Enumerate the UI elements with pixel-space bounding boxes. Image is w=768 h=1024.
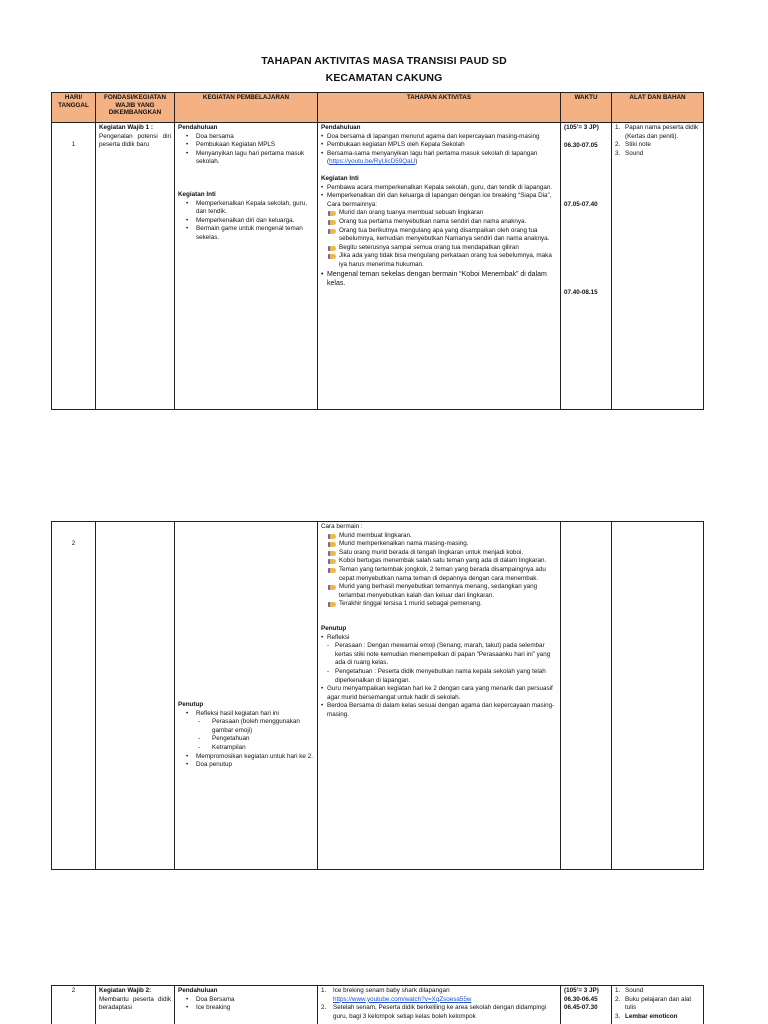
step-item: Murid membuat lingkaran.: [328, 532, 557, 541]
list-item: 1. Papan nama peserta didik (Kertas dan peniti).: [615, 124, 699, 140]
step-item: Jika ada yang tidak bisa mengulang perkataan orang tua sebelumnya, maka iya harus menerima hukuman.: [328, 252, 557, 269]
step-item: Orang tua berikutnya mengulang apa yang disampaikan oleh orang tua sebelumnya, kemudian menyebutkan Namanya sendiri dan nama anaknya.: [328, 227, 557, 244]
table-row: [52, 522, 704, 870]
list-item: 1. Ice breking senam baby shark dilapangan https://www.youtube.com/watch?v=XqZsoesa55w: [321, 987, 472, 1003]
list-item: - Pengetahuan: [198, 735, 314, 744]
waktu-cell: (105’= 3 JP) 06.30-06.45 06.45-07.30: [561, 986, 612, 1024]
list-item: • Bermain game untuk mengenal teman sekelas.: [186, 225, 314, 242]
list-item: • Mempromosikan kegiatan untuk hari ke 2.: [186, 753, 314, 762]
alat-cell: [612, 522, 704, 870]
list-item: • Berdoa Bersama di dalam kelas sesuai dengan agama dan kepercayaan masing-masing.: [321, 702, 557, 719]
document-subtitle: KECAMATAN CAKUNG: [325, 72, 443, 84]
day-cell: 2: [52, 522, 96, 870]
page-1: [0, 0, 768, 420]
step-item: Murid memperkenalkan nama masing-masing.: [328, 540, 557, 549]
list-item: • Memperkenalkan diri dan keluarga.: [186, 217, 314, 226]
step-item: Murid yang berhasil menyebutkan temannya menang, sedangkan yang terlambat menyebutkan kalah dan keluar dari lingkaran.: [328, 583, 557, 600]
list-item: • Bersama-sama menyanyikan lagu hari pertama masuk sekolah di lapangan (https://youtu.be/RyUicD59QaU): [321, 150, 557, 167]
table-row: [52, 986, 704, 1024]
step-item: Orang tua pertama menyebutkan nama sendiri dan nama anaknya.: [328, 218, 557, 227]
list-item: • Pembawa acara memperkenalkan Kepala sekolah, guru, dan tendik di lapangan.: [321, 184, 557, 193]
fondasi-cell: [96, 522, 175, 870]
list-item: 3. Sound: [615, 149, 644, 157]
table-row: [52, 123, 704, 410]
document-title: TAHAPAN AKTIVITAS MASA TRANSISI PAUD SD: [261, 55, 507, 67]
list-item: • Guru menyampaikan kegiatan hari ke 2 dengan cara yang menarik dan persuasif agar murid bersemangat untuk hadir di sekolah.: [321, 685, 557, 702]
tahapan-cell: Cara bermain : Murid membuat lingkaran. Murid memperkenalkan nama masing-masing. Satu orang murid berada di tengah lingkaran untuk menjadi koboi. Koboi bertugas menembak salah satu teman yang ada di dalam lingkaran. Teman yang tertembak jongkok, 2 teman yang berada disampaingnya adu cepat menyebutkan nama teman di depannya dengan cara menembak. Murid yang berhasil menyebutkan temannya menang, sedangkan yang terlambat menyebutkan kalah dan keluar dari lingkaran. Terakhir tinggal tersisa 1 murid sebagai pemenang. Penutup • Refleksi - Perasaan : Dengan mewarnai emoji (Senang, marah, takut) pada selembar kertas stiki note kemudian menempelkan di papan “Perasaanku hari ini” yang ada di ruang kelas. - Pengetahuan : Peserta didik menyebutkan nama kepala sekolah yang telah diperkenalkan di lapangan. • Guru menyampaikan kegiatan hari ke 2 dengan cara yang menarik dan persuasif agar murid bersemangat untuk hadir di sekolah. • Berdoa Bersama di dalam kelas sesuai dengan agama dan kepercayaan masing-masing.: [318, 522, 561, 870]
list-item: • Mengenal teman sekelas dengan bermain “Koboi Menembak” di dalam kelas.: [321, 270, 557, 289]
header-kegiatan: KEGIATAN PEMBELAJARAN: [175, 93, 318, 123]
list-item: • Memperkenalkan Kepala sekolah, guru, dan tendik.: [186, 200, 314, 217]
list-item: • Pembukaan Kegiatan MPLS: [186, 141, 314, 150]
fondasi-cell: Kegiatan Wajib 2: Membantu peserta didik beradaptasi: [96, 986, 175, 1024]
table-header-row: [52, 93, 704, 123]
waktu-cell: (105’= 3 JP) 06.30-07.05 07.05-07.40 07.40-08.15: [561, 123, 612, 410]
step-item: Teman yang tertembak jongkok, 2 teman yang berada disampaingnya adu cepat menyebutkan nama teman di depannya dengan cara menembak.: [328, 566, 557, 583]
list-item: • Refleksi: [321, 634, 557, 643]
list-item: • Doa bersama di lapangan menurut agama dan kepercayaan masing-masing: [321, 133, 557, 142]
list-item: • Doa bersama: [186, 133, 314, 142]
tahapan-cell: [318, 986, 561, 1024]
header-hari: HARI/ TANGGAL: [52, 93, 96, 123]
activity-table-continued: [51, 521, 704, 870]
header-waktu: WAKTU: [561, 93, 612, 123]
list-item: - Perasaan (boleh menggunakan gambar emoji): [198, 718, 314, 735]
kegiatan-cell: Pendahuluan • Doa Bersama • Ice breaking: [175, 986, 318, 1024]
alat-cell: [612, 986, 704, 1024]
day-cell: 2: [52, 986, 96, 1024]
list-item: 1. Sound: [615, 987, 644, 994]
list-item: - Perasaan : Dengan mewarnai emoji (Senang, marah, takut) pada selembar kertas stiki note kemudian menempelkan di papan “Perasaanku hari ini” yang ada di ruang kelas.: [325, 642, 557, 668]
list-item: - Ketrampilan: [198, 744, 314, 753]
day-cell: 1: [52, 123, 96, 410]
list-item: • Menyanyikan lagu hari pertama masuk sekolah.: [186, 150, 314, 167]
list-item: 2. Buku pelajaran dan alat tulis: [615, 995, 692, 1012]
list-item: 2. Setelah senam, Peserta didik berkeliling ke area sekolah dengan didampingi guru, bagi 3 kelompok setiap kelas boleh kelompok: [321, 1004, 547, 1020]
header-tahapan: TAHAPAN AKTIVITAS: [318, 93, 561, 123]
list-item: • Doa penutup: [186, 761, 314, 770]
alat-cell: [612, 123, 704, 410]
step-item: Satu orang murid berada di tengah lingkaran untuk menjadi koboi.: [328, 549, 557, 558]
step-item: Begitu seterusnya sampai semua orang tua mendapatkan giliran: [328, 244, 557, 253]
list-item: • Pembukaan kegiatan MPLS oleh Kepala Sekolah: [321, 141, 557, 150]
list-item: 3. Lembar emoticon: [615, 1012, 678, 1020]
header-alat: ALAT DAN BAHAN: [612, 93, 704, 123]
fondasi-cell: Kegiatan Wajib 1 : Pengenalan potensi diri peserta didik baru: [96, 123, 175, 410]
waktu-cell: [561, 522, 612, 870]
youtube-link[interactable]: https://youtu.be/RyUicD59QaU: [329, 158, 416, 166]
page-3: [0, 985, 768, 1024]
kegiatan-cell: Penutup • Refleksi hasil kegiatan hari ini - Perasaan (boleh menggunakan gambar emoji) - Pengetahuan - Ketrampilan • Mempromosikan kegiatan untuk hari ke 2. • Doa penutup: [175, 522, 318, 870]
list-item: • Ice breaking: [186, 1004, 314, 1013]
step-item: Koboi bertugas menembak salah satu teman yang ada di dalam lingkaran.: [328, 557, 557, 566]
kegiatan-cell: Pendahuluan • Doa bersama • Pembukaan Kegiatan MPLS • Menyanyikan lagu hari pertama masuk sekolah. Kegiatan Inti • Memperkenalkan Kepala sekolah, guru, dan tendik. • Memperkenalkan diri dan keluarga. • Bermain game untuk mengenal teman sekelas.: [175, 123, 318, 410]
youtube-link[interactable]: https://www.youtube.com/watch?v=XqZsoesa55w: [333, 995, 472, 1003]
step-item: Murid dan orang tuanya membuat sebuah lingkaran: [328, 209, 557, 218]
activity-table-day2: [51, 985, 704, 1024]
list-item: - Pengetahuan : Peserta didik menyebutkan nama kepala sekolah yang telah diperkenalkan di lapangan.: [325, 668, 557, 685]
step-item: Terakhir tinggal tersisa 1 murid sebagai pemenang.: [328, 600, 557, 609]
list-item: • Memperkenalkan diri dan keluarga di lapangan dengan ice breaking “Siapa Dia”, Cara bermainnya:: [321, 192, 557, 209]
header-fondasi: FONDASI/KEGIATAN WAJIB YANG DIKEMBANGKAN: [96, 93, 175, 123]
list-item: • Refleksi hasil kegiatan hari ini: [186, 710, 314, 719]
tahapan-cell: Pendahuluan • Doa bersama di lapangan menurut agama dan kepercayaan masing-masing • Pembukaan kegiatan MPLS oleh Kepala Sekolah • Bersama-sama menyanyikan lagu hari pertama masuk sekolah di lapangan (https://youtu.be/RyUicD59QaU) Kegiatan Inti • Pembawa acara memperkenalkan Kepala sekolah, guru, dan tendik di lapangan. • Memperkenalkan diri dan keluarga di lapangan dengan ice breaking “Siapa Dia”, Cara bermainnya: Murid dan orang tuanya membuat sebuah lingkaran Orang tua pertama menyebutkan nama sendiri dan nama anaknya. Orang tua berikutnya mengulang apa yang disampaikan oleh orang tua sebelumnya, kemudian menyebutkan Namanya sendiri dan nama anaknya. Begitu seterusnya sampai semua orang tua mendapatkan giliran Jika ada yang tidak bisa mengulang perkataan orang tua sebelumnya, maka iya harus menerima hukuman. • Mengenal teman sekelas dengan bermain “Koboi Menembak” di dalam kelas.: [318, 123, 561, 410]
activity-table-day1: [51, 92, 704, 410]
list-item: • Doa Bersama: [186, 996, 314, 1005]
page-2: [0, 500, 768, 900]
list-item: 2. Stiki note: [615, 141, 651, 149]
